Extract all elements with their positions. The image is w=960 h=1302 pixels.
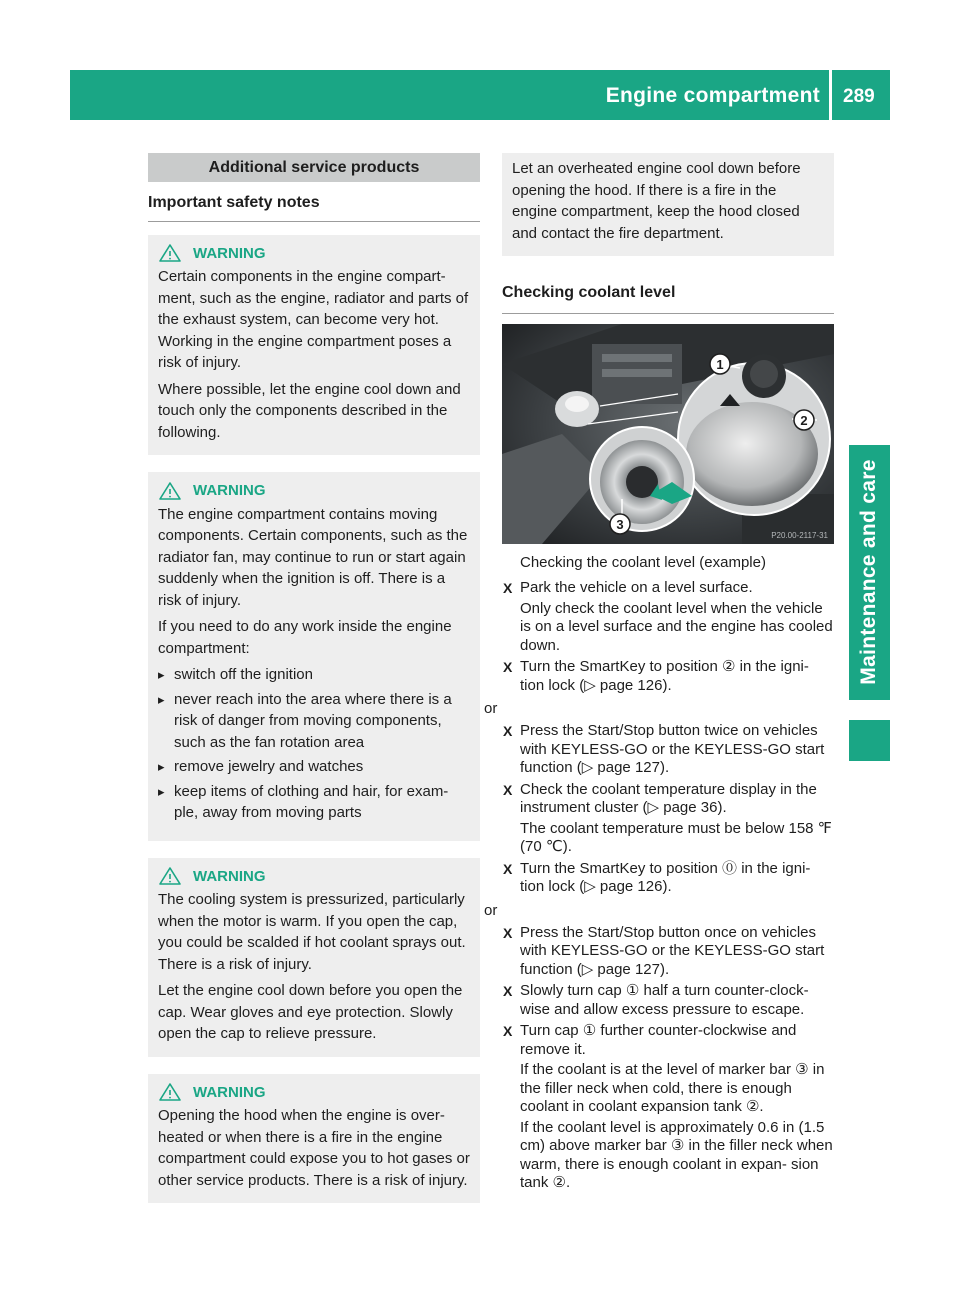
warning-label: WARNING <box>193 244 266 262</box>
step-text: X Check the coolant temperature display in the instrument cluster (▷ page 36). <box>520 780 817 816</box>
step-text: X Turn the SmartKey to position ② in the igni- tion lock (▷ page 126). <box>520 658 809 694</box>
warning-box <box>148 1074 480 1204</box>
warning-box <box>148 235 480 456</box>
or-item <box>484 900 834 921</box>
side-tab-marker <box>849 720 890 761</box>
warning-title <box>158 243 470 265</box>
step-item <box>502 860 834 897</box>
svg-text:1: 1 <box>716 356 724 372</box>
right-column <box>484 153 834 1196</box>
callout-1 <box>710 354 730 374</box>
svg-text:2: 2 <box>800 412 808 428</box>
bullet-item: ▸ never reach into the area where there is a risk of danger from moving components, such as the fan rotation area <box>158 689 470 754</box>
warning-bullets <box>158 664 470 824</box>
warning-triangle-icon <box>159 482 181 500</box>
coolant-figure <box>502 324 834 574</box>
left-column <box>148 153 480 1203</box>
callout-3 <box>610 514 630 534</box>
step-item <box>502 1022 834 1193</box>
step-item <box>502 722 834 778</box>
step-item <box>502 924 834 980</box>
step-item <box>502 781 834 857</box>
step-text: If the coolant level is approximately 0.6 in (1.5 cm) above marker bar ③ in the filler neck when warm, there is enough coolant in expan- sion tank ②. <box>520 1118 833 1191</box>
page-title: Engine compartment <box>605 84 820 107</box>
warning-text: The engine compartment contains moving components. Certain components, such as the radiator fan, may continue to run or start again suddenly when the ignition is off. There is a risk of injury. <box>158 505 468 609</box>
bullet-item: ▸ switch off the ignition <box>158 664 470 686</box>
step-text: X Press the Start/Stop button once on vehicles with KEYLESS-GO or the KEYLESS-GO start function (▷ page 127). <box>520 923 825 978</box>
step-text: X Press the Start/Stop button twice on vehicles with KEYLESS-GO or the KEYLESS-GO start function (▷ page 127). <box>520 722 825 776</box>
warning-text: Certain components in the engine compart- ment, such as the engine, radiator and parts of the exhaust system, can become very hot. Working in the engine compartment poses a risk of injury. <box>158 268 469 371</box>
warning-title <box>158 1082 470 1104</box>
image-code: P20.00-2117-31 <box>771 530 828 540</box>
step-text: If the coolant is at the level of marker bar ③ in the filler neck when cold, there is enough coolant in coolant expansion tank ②. <box>520 1061 825 1115</box>
or-item <box>484 698 834 719</box>
step-item <box>502 658 834 695</box>
side-tab-label: Maintenance and care <box>857 459 880 685</box>
step-text: X Turn cap ① further counter-clockwise and remove it. <box>520 1022 797 1058</box>
warning-text: Opening the hood when the engine is over- heated or when there is a fire in the engine compartment could expose you to hot gases or other service products. There is a risk of injury. <box>158 1107 470 1189</box>
coolant-photo <box>502 324 834 544</box>
warning-text: Where possible, let the engine cool down and touch only the components described in the following. <box>158 380 461 441</box>
warning-triangle-icon <box>159 867 181 885</box>
warning-label: WARNING <box>193 482 266 499</box>
svg-text:3: 3 <box>616 516 624 532</box>
sub-heading: Important safety notes <box>148 192 480 222</box>
warning-continued-text: Let an overheated engine cool down before opening the hood. If there is a fire in the engine compartment, keep the hood closed and contact the fire department. <box>512 160 801 242</box>
figure-caption: Checking the coolant level (example) <box>520 553 766 571</box>
header-divider <box>829 70 832 120</box>
section-title: Additional service products <box>148 153 480 182</box>
warning-box <box>148 858 480 1057</box>
warning-text: Let the engine cool down before you open the cap. Wear gloves and eye protection. Slowly open the cap to relieve pressure. <box>158 982 463 1042</box>
warning-title <box>158 866 470 888</box>
step-text: X Turn the SmartKey to position ⓪ in the igni- tion lock (▷ page 126). <box>520 859 811 895</box>
step-text: X Park the vehicle on a level surface. <box>520 579 753 596</box>
warning-triangle-icon <box>159 1083 181 1101</box>
warning-text: If you need to do any work inside the engine compartment: <box>158 618 452 657</box>
page-number: 289 <box>843 86 875 107</box>
step-text: The coolant temperature must be below 158 ℉ (70 ℃). <box>520 819 832 855</box>
step-text: X Slowly turn cap ① half a turn counter-clock- wise and allow excess pressure to escape. <box>520 982 809 1018</box>
warnings-list <box>148 235 480 1204</box>
warning-title <box>158 480 470 502</box>
warning-box-continued <box>502 153 834 256</box>
warning-label: WARNING <box>193 1083 266 1101</box>
section-heading: Checking coolant level <box>502 282 834 314</box>
warning-box <box>148 472 480 841</box>
warning-text: The cooling system is pressurized, particularly when the motor is warm. If you open the cap, you could be scalded if hot coolant sprays out. There is a risk of injury. <box>158 891 466 973</box>
bullet-item: ▸ remove jewelry and watches <box>158 756 470 778</box>
step-item <box>502 982 834 1019</box>
or-separator: or <box>484 700 498 717</box>
bullet-item: ▸ keep items of clothing and hair, for exam- ple, away from moving parts <box>158 781 470 824</box>
step-item <box>502 579 834 655</box>
step-text: Only check the coolant level when the vehicle is on a level surface and the engine has cooled down. <box>520 599 833 654</box>
callout-2 <box>794 410 814 430</box>
or-separator: or <box>484 901 498 919</box>
steps-list <box>484 579 834 1193</box>
warning-triangle-icon <box>159 244 181 262</box>
warning-label: WARNING <box>193 867 266 885</box>
